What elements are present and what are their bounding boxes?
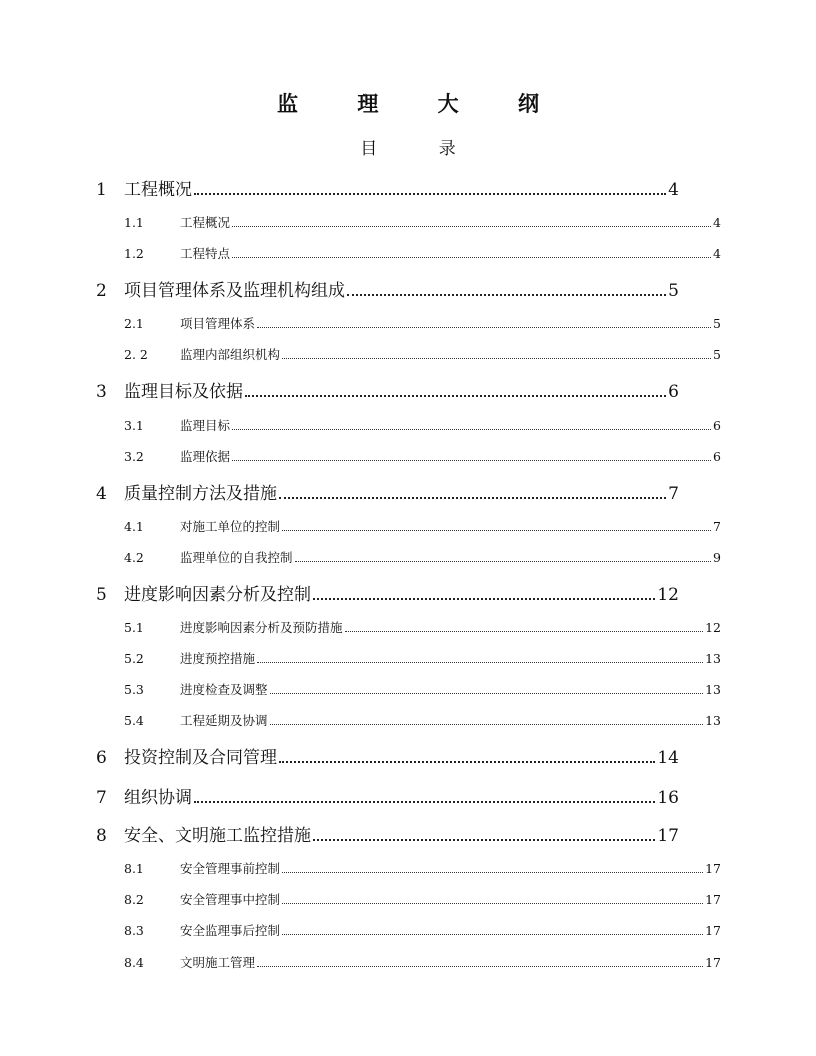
toc-entry-number: 3.2 <box>124 449 144 464</box>
toc-dot-leader <box>232 256 711 258</box>
toc-entry-label: 组织协调 <box>124 788 192 808</box>
toc-entry-label: 监理目标及依据 <box>124 382 243 402</box>
toc-entry-number: 5.4 <box>124 713 144 728</box>
toc-entry-page: 13 <box>705 713 721 728</box>
toc-entry-6[interactable] <box>96 743 679 768</box>
toc-entry-page: 4 <box>713 215 721 230</box>
toc-entry-page: 17 <box>705 923 721 938</box>
toc-entry-page: 6 <box>713 418 721 433</box>
toc-entry-number: 4 <box>96 484 107 504</box>
toc-dot-leader <box>295 560 712 562</box>
toc-dot-leader <box>282 871 703 873</box>
toc-entry-label: 进度检查及调整 <box>180 682 268 697</box>
toc-entry-7[interactable] <box>96 783 679 808</box>
toc-entry-page: 17 <box>705 955 721 970</box>
toc-entry-label: 投资控制及合同管理 <box>124 748 277 768</box>
toc-dot-leader <box>282 529 711 531</box>
toc-entry-page: 7 <box>668 484 679 504</box>
toc-entry-label: 工程延期及协调 <box>180 713 268 728</box>
toc-entry-5-3[interactable] <box>124 680 721 698</box>
toc-entry-4-1[interactable] <box>124 517 721 535</box>
toc-entry-page: 12 <box>657 585 679 605</box>
toc-entry-number: 4.1 <box>124 519 144 534</box>
toc-entry-label: 安全监理事后控制 <box>180 923 281 938</box>
toc-dot-leader <box>270 723 704 725</box>
toc-dot-leader <box>347 293 666 296</box>
toc-entry-number: 5.2 <box>124 651 144 666</box>
toc-entry-label: 工程特点 <box>180 246 231 261</box>
toc-entry-label: 工程概况 <box>124 180 192 200</box>
toc-entry-5-2[interactable] <box>124 649 721 667</box>
toc-entry-number: 1.2 <box>124 246 144 261</box>
toc-dot-leader <box>282 933 703 935</box>
toc-entry-number: 4.2 <box>124 550 144 565</box>
toc-entry-number: 5 <box>96 585 107 605</box>
toc-dot-leader <box>232 225 711 227</box>
toc-entry-3[interactable] <box>96 377 679 402</box>
toc-entry-label: 对施工单位的控制 <box>180 519 281 534</box>
toc-entry-8-4[interactable] <box>124 953 721 971</box>
toc-entry-1-2[interactable] <box>124 244 721 262</box>
toc-entry-number: 2.1 <box>124 316 144 331</box>
toc-entry-label: 进度影响因素分析及控制 <box>124 585 311 605</box>
toc-entry-3-2[interactable] <box>124 447 721 465</box>
toc-entry-number: 1.1 <box>124 215 144 230</box>
toc-entry-3-1[interactable] <box>124 416 721 434</box>
toc-entry-page: 9 <box>713 550 721 565</box>
toc-entry-5[interactable] <box>96 580 679 605</box>
toc-entry-number: 8.2 <box>124 892 144 907</box>
toc-entry-number: 8.1 <box>124 861 144 876</box>
toc-entry-page: 17 <box>657 826 679 846</box>
toc-entry-8-1[interactable] <box>124 859 721 877</box>
toc-entry-page: 6 <box>713 449 721 464</box>
toc-entry-page: 4 <box>668 180 679 200</box>
toc-entry-number: 5.3 <box>124 682 144 697</box>
toc-entry-8[interactable] <box>96 821 679 846</box>
toc-entry-page: 12 <box>705 620 721 635</box>
toc-entry-page: 17 <box>705 892 721 907</box>
toc-entry-label: 安全管理事前控制 <box>180 861 281 876</box>
toc-entry-page: 6 <box>668 382 679 402</box>
toc-entry-number: 3.1 <box>124 418 144 433</box>
toc-entry-number: 5.1 <box>124 620 144 635</box>
toc-entry-label: 工程概况 <box>180 215 231 230</box>
toc-entry-2[interactable] <box>96 276 679 301</box>
toc-dot-leader <box>313 597 655 600</box>
toc-entry-label: 安全管理事中控制 <box>180 892 281 907</box>
toc-heading: 目 录 <box>360 139 484 159</box>
toc-dot-leader <box>282 902 703 904</box>
toc-dot-leader <box>279 760 655 763</box>
toc-entry-label: 监理依据 <box>180 449 231 464</box>
toc-entry-page: 7 <box>713 519 721 534</box>
toc-dot-leader <box>279 496 666 499</box>
toc-entry-page: 5 <box>668 281 679 301</box>
toc-entry-number: 8.3 <box>124 923 144 938</box>
toc-entry-8-2[interactable] <box>124 890 721 908</box>
toc-dot-leader <box>345 630 704 632</box>
toc-entry-number: 7 <box>96 788 107 808</box>
toc-entry-page: 4 <box>713 246 721 261</box>
toc-entry-label: 监理目标 <box>180 418 231 433</box>
toc-dot-leader <box>194 192 666 195</box>
toc-entry-label: 进度预控措施 <box>180 651 256 666</box>
toc-dot-leader <box>257 326 711 328</box>
toc-dot-leader <box>232 428 711 430</box>
toc-entry-page: 13 <box>705 682 721 697</box>
toc-entry-label: 文明施工管理 <box>180 955 256 970</box>
toc-entry-label: 监理单位的自我控制 <box>180 550 293 565</box>
toc-entry-page: 13 <box>705 651 721 666</box>
toc-entry-page: 16 <box>657 788 679 808</box>
toc-entry-label: 项目管理体系 <box>180 316 256 331</box>
toc-entry-2-1[interactable] <box>124 314 721 332</box>
toc-entry-5-1[interactable] <box>124 618 721 636</box>
toc-entry-4-2[interactable] <box>124 548 721 566</box>
toc-entry-number: 8.4 <box>124 955 144 970</box>
toc-entry-number: 2. 2 <box>124 347 148 362</box>
toc-entry-number: 6 <box>96 748 107 768</box>
toc-entry-8-3[interactable] <box>124 921 721 939</box>
toc-entry-2-2[interactable] <box>124 345 721 363</box>
toc-entry-label: 安全、文明施工监控措施 <box>124 826 311 846</box>
toc-dot-leader <box>257 661 703 663</box>
toc-entry-4[interactable] <box>96 479 679 504</box>
toc-dot-leader <box>282 357 711 359</box>
toc-entry-label: 质量控制方法及措施 <box>124 484 277 504</box>
document-title: 监 理 大 纲 <box>277 91 565 116</box>
toc-entry-page: 17 <box>705 861 721 876</box>
toc-entry-label: 监理内部组织机构 <box>180 347 281 362</box>
toc-dot-leader <box>232 459 711 461</box>
toc-entry-number: 1 <box>96 180 107 200</box>
toc-dot-leader <box>194 800 655 803</box>
toc-dot-leader <box>245 394 666 397</box>
toc-entry-number: 3 <box>96 382 107 402</box>
toc-entry-label: 项目管理体系及监理机构组成 <box>124 281 345 301</box>
toc-dot-leader <box>257 965 703 967</box>
toc-entry-number: 8 <box>96 826 107 846</box>
toc-entry-page: 14 <box>657 748 679 768</box>
toc-entry-label: 进度影响因素分析及预防措施 <box>180 620 343 635</box>
toc-entry-page: 5 <box>713 347 721 362</box>
toc-dot-leader <box>270 692 704 694</box>
toc-entry-1[interactable] <box>96 175 679 200</box>
toc-entry-5-4[interactable] <box>124 711 721 729</box>
toc-entry-page: 5 <box>713 316 721 331</box>
toc-entry-1-1[interactable] <box>124 213 721 231</box>
toc-dot-leader <box>313 838 655 841</box>
toc-entry-number: 2 <box>96 281 107 301</box>
